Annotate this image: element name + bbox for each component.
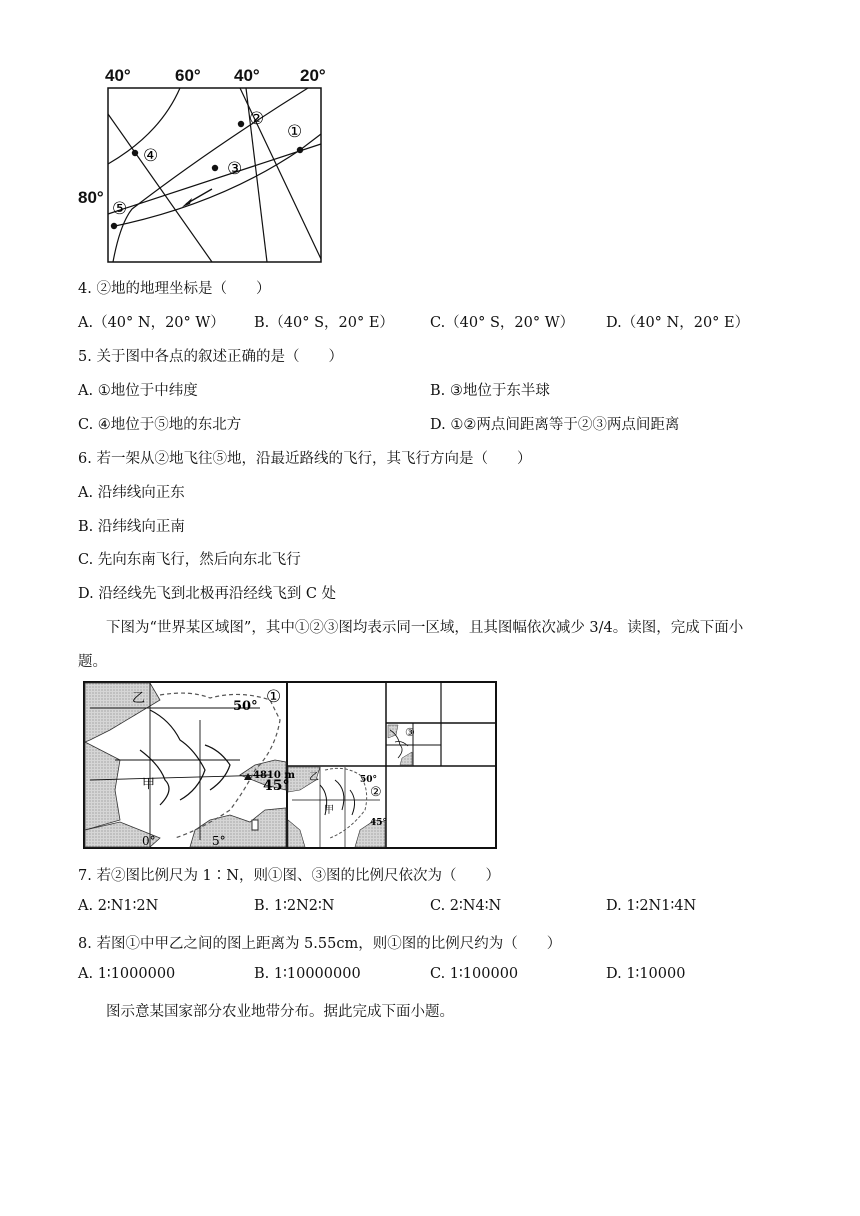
map-3-number: ③ (405, 726, 415, 739)
q8-option-c[interactable]: C. 1∶100000 (430, 966, 519, 982)
q7-option-d[interactable]: D. 1∶2N1∶4N (606, 898, 697, 914)
label-jia: 甲 (142, 777, 156, 792)
label-yi-small: 乙 (309, 772, 319, 783)
intro-3: 图示意某国家部分农业地带分布。据此完成下面小题。 (106, 1004, 454, 1020)
q6-stem: 6. 若一架从②地飞往⑤地，沿最近路线的飞行，其飞行方向是（ ） (78, 451, 532, 467)
top-label-2: 60° (175, 66, 201, 85)
q5-stem: 5. 关于图中各点的叙述正确的是（ ） (78, 349, 343, 365)
q4-option-b[interactable]: B.（40° S，20° E） (254, 315, 394, 331)
q7-stem: 7. 若②图比例尺为 1∶N，则①图、③图的比例尺依次为（ ） (78, 868, 500, 884)
top-label-3: 40° (234, 66, 260, 85)
q4-option-d[interactable]: D.（40° N，20° E） (606, 315, 750, 331)
label-lon-5: 5° (212, 834, 226, 848)
q6-option-b[interactable]: B. 沿纬线向正南 (78, 519, 185, 535)
graticule-diagram (70, 64, 340, 269)
q8-option-d[interactable]: D. 1∶10000 (606, 966, 686, 982)
q7-option-a[interactable]: A. 2∶N1∶2N (78, 898, 159, 914)
q4-option-a[interactable]: A.（40° N，20° W） (78, 315, 225, 331)
q6-option-c[interactable]: C. 先向东南飞行，然后向东北飞行 (78, 552, 301, 568)
side-label: 80° (78, 188, 104, 207)
label-lat-45-small: 45° (370, 818, 388, 828)
point-1-label: ① (287, 122, 303, 142)
region-maps-diagram (80, 680, 500, 852)
q8-stem: 8. 若图①中甲乙之间的图上距离为 5.55cm，则①图的比例尺约为（ ） (78, 936, 562, 952)
label-lon-0: 0° (142, 834, 156, 848)
top-label-4: 20° (300, 66, 326, 85)
q8-option-a[interactable]: A. 1∶1000000 (78, 966, 176, 982)
region-maps-figure (80, 680, 500, 852)
label-lat-50: 50° (233, 699, 258, 714)
q5-option-a[interactable]: A. ①地位于中纬度 (78, 383, 198, 399)
q4-stem: 4. ②地的地理坐标是（ ） (78, 281, 271, 297)
map-2-number: ② (370, 785, 382, 800)
q7-option-c[interactable]: C. 2∶N4∶N (430, 898, 502, 914)
label-lat-50-small: 50° (360, 775, 378, 785)
intro-2-line-2: 题。 (78, 654, 107, 670)
label-jia-small: 甲 (324, 805, 334, 816)
label-yi: 乙 (132, 691, 146, 706)
point-5-label: ⑤ (112, 199, 128, 219)
point-3-label: ③ (227, 159, 243, 179)
top-label-1: 40° (105, 66, 131, 85)
graticule-figure (70, 64, 340, 269)
map-1-number: ① (266, 687, 282, 707)
intro-2-line-1: 下图为“世界某区域图”，其中①②③图均表示同一区域，且其图幅依次减少 3/4。读图，完成下面小 (106, 620, 744, 636)
q5-option-d[interactable]: D. ①②两点间距离等于②③两点间距离 (430, 417, 680, 433)
q5-option-b[interactable]: B. ③地位于东半球 (430, 383, 550, 399)
point-2-label: ② (249, 109, 265, 129)
q6-option-a[interactable]: A. 沿纬线向正东 (78, 485, 185, 501)
label-peak: 4810 m (253, 770, 295, 781)
label-lat-45: 45° (263, 778, 290, 794)
q6-option-d[interactable]: D. 沿经线先飞到北极再沿经线飞到 C 处 (78, 586, 337, 602)
point-4-label: ④ (143, 146, 159, 166)
q8-option-b[interactable]: B. 1∶10000000 (254, 966, 361, 982)
q4-option-c[interactable]: C.（40° S，20° W） (430, 315, 575, 331)
q5-option-c[interactable]: C. ④地位于⑤地的东北方 (78, 417, 242, 433)
q7-option-b[interactable]: B. 1∶2N2∶N (254, 898, 335, 914)
